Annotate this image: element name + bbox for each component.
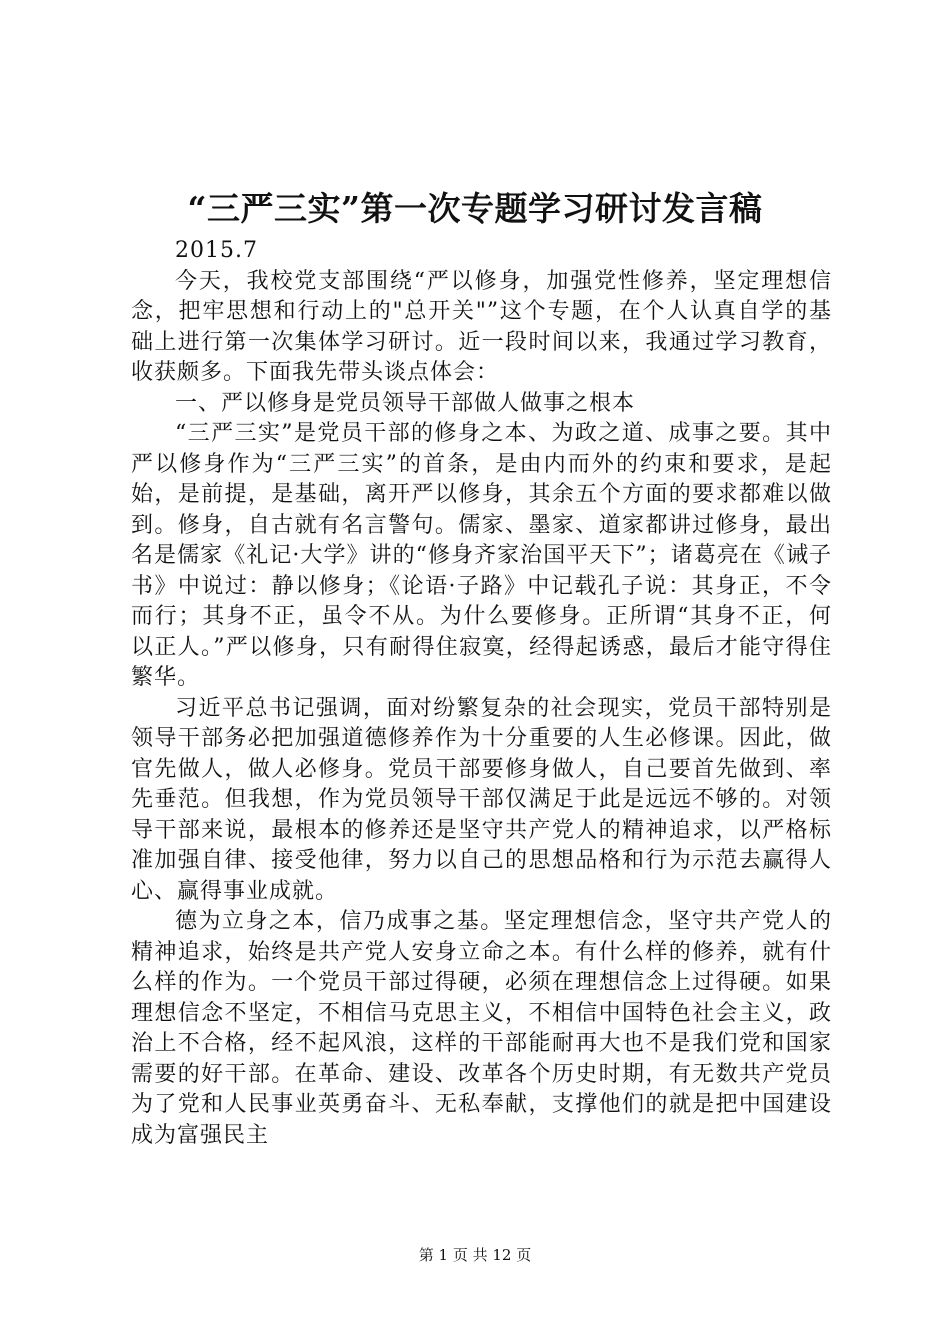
section-heading-1: 一、严以修身是党员领导干部做人做事之根本 (175, 390, 636, 416)
document-body (131, 236, 832, 1151)
paragraph-2: “三严三实”是党员干部的修身之本、为政之道、成事之要。其中严以修身作为“三严三实”的首条，是由内而外的约束和要求，是起始，是前提，是基础，离开严以修身，其余五个方面的要求都难以做到。修身，自古就有名言警句。儒家、墨家、道家都讲过修身，最出名是儒家《礼记·大学》讲的“修身齐家治国平天下”；诸葛亮在《诫子书》中说过：静以修身；《论语·子路》中记载孔子说：其身正，不令而行；其身不正，虽令不从。为什么要修身。正所谓“其身不正，何以正人。”严以修身，只有耐得住寂寞，经得起诱惑，最后才能守得住繁华。 (131, 421, 832, 690)
paragraph-4: 德为立身之本，信乃成事之基。坚定理想信念，坚守共产党人的精神追求，始终是共产党人安身立命之本。有什么样的修养，就有什么样的作为。一个党员干部过得硬，必须在理想信念上过得硬。如果理想信念不坚定，不相信马克思主义，不相信中国特色社会主义，政治上不合格，经不起风浪，这样的干部能耐再大也不是我们党和国家需要的好干部。在革命、建设、改革各个历史时期，有无数共产党员为了党和人民事业英勇奋斗、无私奉献，支撑他们的就是把中国建设成为富强民主 (131, 909, 832, 1148)
paragraph-3: 习近平总书记强调，面对纷繁复杂的社会现实，党员干部特别是领导干部务必把加强道德修养作为十分重要的人生必修课。因此，做官先做人，做人必修身。党员干部要修身做人，自己要首先做到、率先垂范。但我想，作为党员领导干部仅满足于此是远远不够的。对领导干部来说，最根本的修养还是坚守共产党人的精神追求，以严格标准加强自律、接受他律，努力以自己的思想品格和行为示范去赢得人心、赢得事业成就。 (131, 695, 832, 904)
paragraph-intro: 今天，我校党支部围绕“严以修身，加强党性修养，坚定理想信念，把牢思想和行动上的"总开关"”这个专题，在个人认真自学的基础上进行第一次集体学习研讨。近一段时间以来，我通过学习教育，收获颇多。下面我先带头谈点体会： (131, 268, 832, 385)
document-title: “三严三实”第一次专题学习研讨发言稿 (187, 189, 763, 228)
page-footer: 第 1 页 共 12 页 (418, 1246, 532, 1264)
document-date: 2015.7 (175, 238, 258, 263)
